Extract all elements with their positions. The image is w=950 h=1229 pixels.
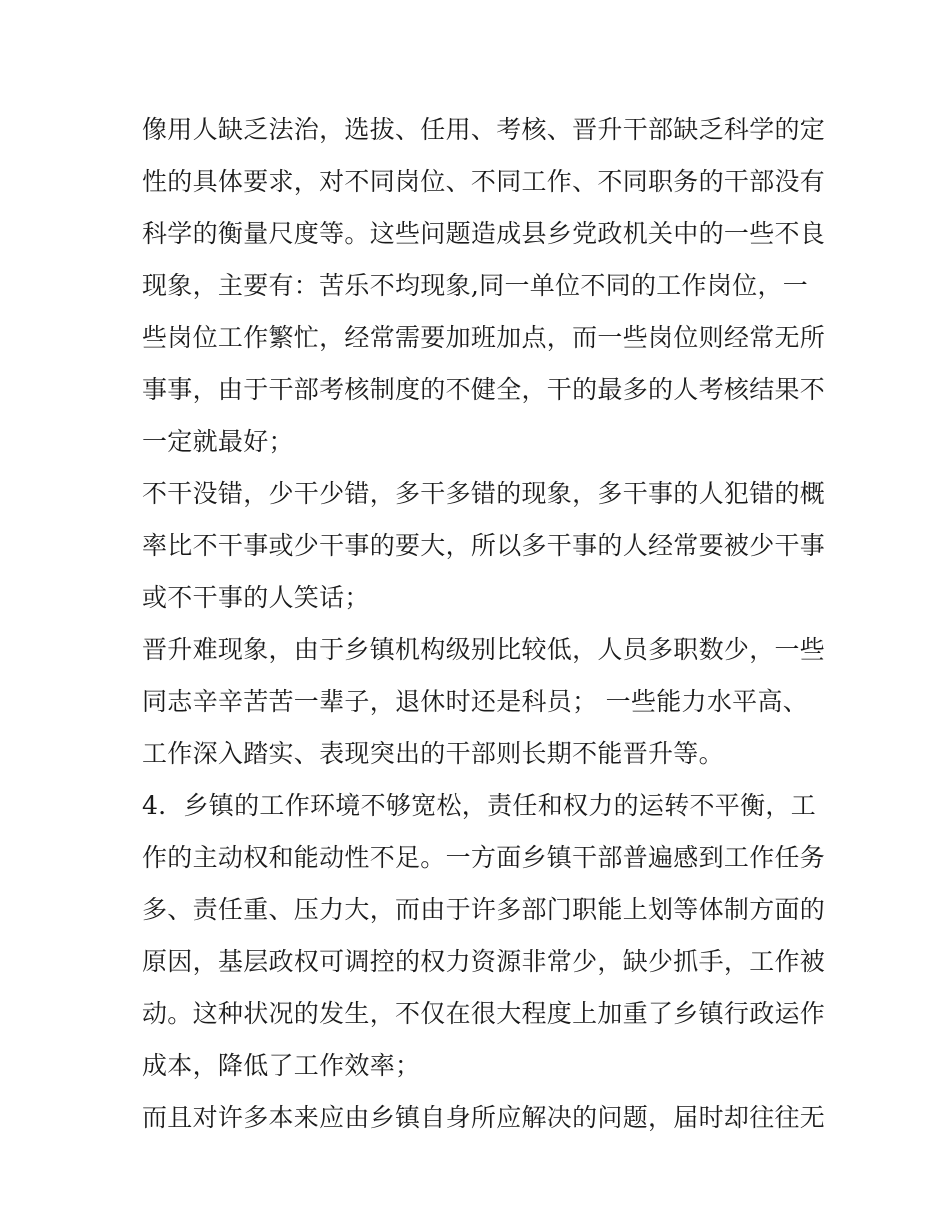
- text-line: 性的具体要求，对不同岗位、不同工作、不同职务的干部没有: [142, 167, 826, 196]
- text-line: 工作深入踏实、表现突出的干部则长期不能晋升等。: [142, 739, 724, 768]
- text-line: 作的主动权和能动性不足。一方面乡镇干部普遍感到工作任务: [142, 843, 826, 872]
- text-line: 事事，由于干部考核制度的不健全，干的最多的人考核结果不: [142, 375, 826, 404]
- text-line: 成本，降低了工作效率；: [142, 1051, 421, 1080]
- text-line: 一定就最好；: [142, 427, 294, 456]
- text-line: 科学的衡量尺度等。这些问题造成县乡党政机关中的一些不良: [142, 219, 826, 248]
- text-line: 或不干事的人笑话；: [142, 583, 370, 612]
- text-line: 不干没错，少干少错，多干多错的现象，多干事的人犯错的概: [142, 479, 826, 508]
- text-line: 像用人缺乏法治，选拔、任用、考核、晋升干部缺乏科学的定: [142, 115, 826, 144]
- text-line: 多、责任重、压力大，而由于许多部门职能上划等体制方面的: [142, 895, 826, 924]
- text-line: 4．乡镇的工作环境不够宽松，责任和权力的运转不平衡，工: [142, 791, 817, 820]
- text-line: 现象，主要有：苦乐不均现象,同一单位不同的工作岗位，一: [142, 271, 809, 300]
- text-line: 而且对许多本来应由乡镇自身所应解决的问题，届时却往往无: [142, 1103, 826, 1132]
- text-line: 同志辛辛苦苦一辈子，退休时还是科员； 一些能力水平高、: [142, 687, 809, 716]
- text-line: 率比不干事或少干事的要大，所以多干事的人经常要被少干事: [142, 531, 826, 560]
- text-line: 动。这种状况的发生，不仅在很大程度上加重了乡镇行政运作: [142, 999, 826, 1028]
- text-line: 原因，基层政权可调控的权力资源非常少，缺少抓手，工作被: [142, 947, 826, 976]
- text-line: 晋升难现象，由于乡镇机构级别比较低，人员多职数少，一些: [142, 635, 826, 664]
- body-text: [142, 104, 826, 1144]
- text-line: 些岗位工作繁忙，经常需要加班加点，而一些岗位则经常无所: [142, 323, 826, 352]
